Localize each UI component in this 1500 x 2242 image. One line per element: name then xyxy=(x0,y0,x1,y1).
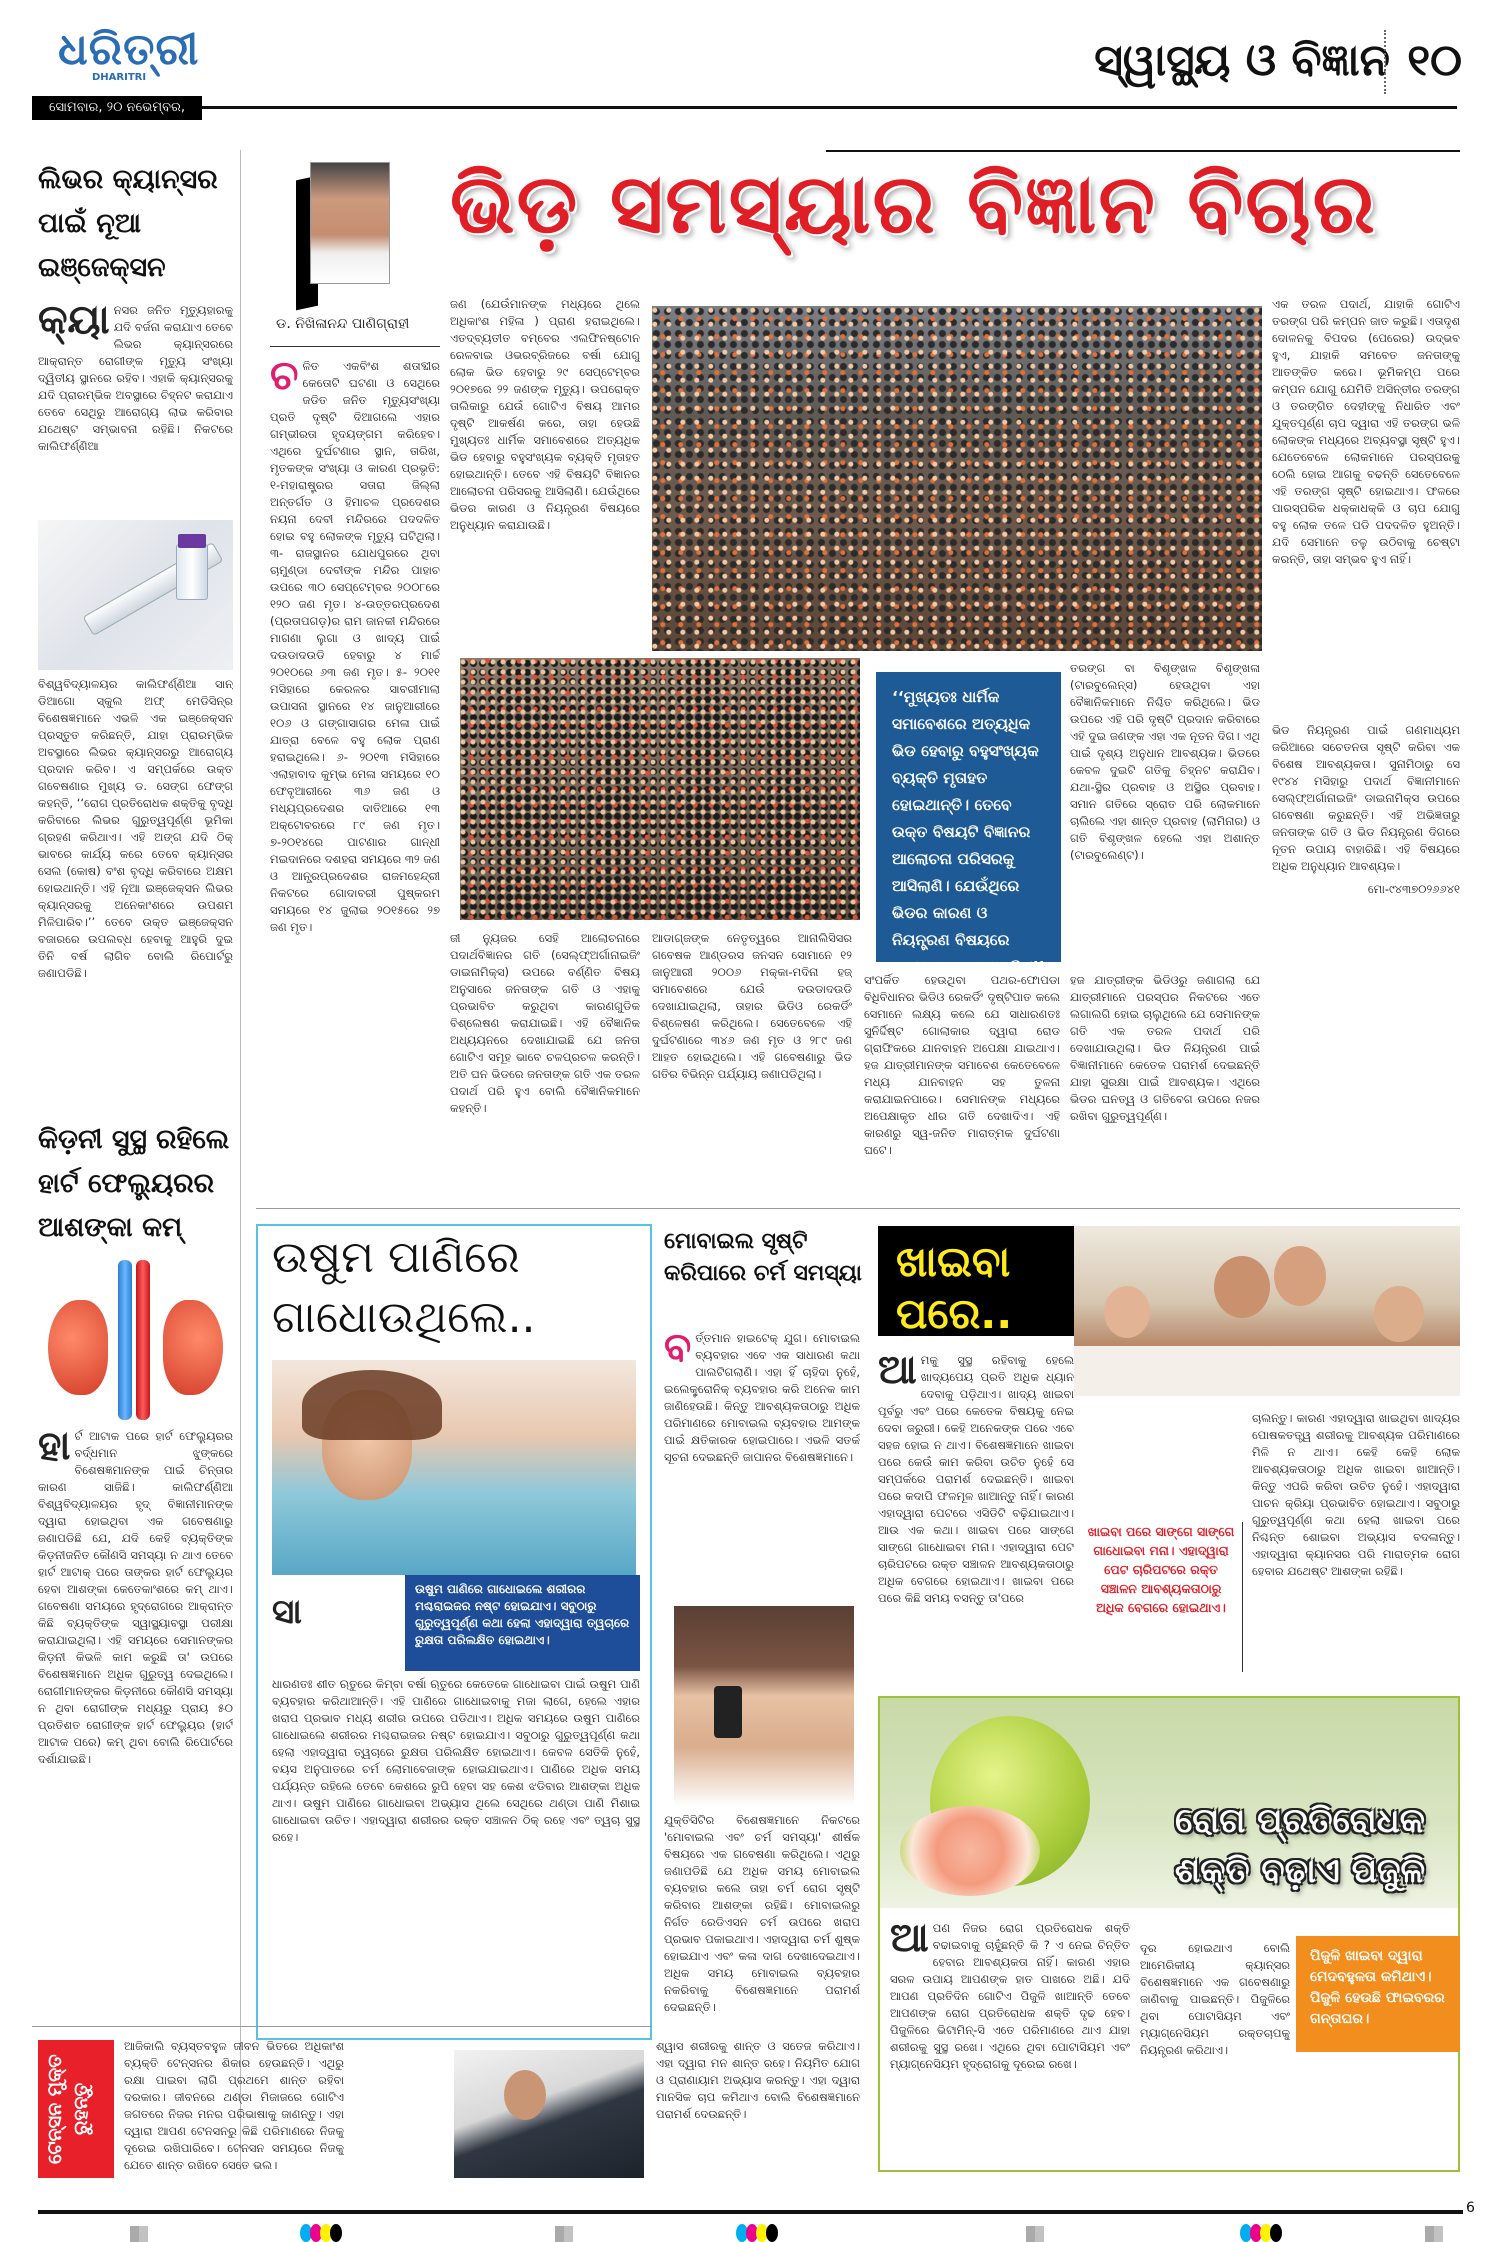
after-meal-dropcap: ଆ xyxy=(878,1352,917,1393)
author-byline: ଡ. ନିଖିଳାନନ୍ଦ ପାଣିଗ୍ରାହୀ xyxy=(276,316,410,332)
boy-figure xyxy=(1374,1286,1424,1342)
guava-text: ପଣ ନିଜର ରୋଗ ପ୍ରତିରୋଧକ ଶକ୍ତି ବଢାଇବାକୁ ଚାହୁଁଛନ୍ତି କି ? ଏ ନେଇ ଚିନ୍ତିତ ହେବାର ଆବଶ୍ୟକତା ନାହିଁ। କାରଣ ଏହାର ସରଳ ଉପାୟ ଆପଣଙ୍କ ହାତ ପାଖରେ ଅଛି। ଯଦି ଆପଣ ପ୍ରତିଦିନ ଗୋଟିଏ ପିଜୁଳି ଖାଆନ୍ତି ତେବେ ଆପଣଙ୍କ ରୋଗ ପ୍ରତିରୋଧକ ଶକ୍ତି ଦୃଢ ହେବ। ପିଜୁଳିରେ ଭିଟାମିନ୍-ସି ଏତେ ପରିମାଣରେ ଥାଏ ଯାହା ଶରୀରକୁ ସୁସ୍ଥ ରଖେ। ଏଥିରେ ଥିବା ପୋଟାସିୟମ ଏବଂ ମ୍ୟାଗ୍ନେସିୟମ ହୃଦ୍‌ରୋଗକୁ ଦୂରେଇ ରଖେ। xyxy=(890,1921,1130,2071)
tension-body-2: ଶ୍ୱାସ ଶରୀରକୁ ଶାନ୍ତ ଓ ସତେଜ କରିଥାଏ। ଏହା ଦ୍ୱାରା ମନ ଶାନ୍ତ ରହେ। ନିୟମିତ ଯୋଗ ଓ ପ୍ରାଣାୟାମ ଅଭ୍ୟାସ କରନ୍ତୁ। ଏହା ଦ୍ୱାରା ମାନସିକ ଚାପ କମିଥାଏ ବୋଲି ବିଶେଷଜ୍ଞମାନେ ପରାମର୍ଶ ଦେଉଛନ୍ତି। xyxy=(656,2039,860,2121)
logo-text: ଧରିତ୍ରୀ xyxy=(58,24,200,75)
lead-col-5: ଜୀ ନ୍ୟୁଜର ସେହି ଆଲୋଚନାରେ ପଦାର୍ଥବିଜ୍ଞାନର ଗତି (ସେଲ୍ଫ୍‌ଅର୍ଗାନାଇଜିଂ ଡାଇନାମିକ୍ସ) ଉପରେ ବର୍ଣ୍ଣିତ ବିଷୟ ଅନୁସାରେ ଜନତାଙ୍କ ଗତି ଓ ଏହାକୁ ପ୍ରଭାବିତ କରୁଥିବା କାରଣଗୁଡିକ ବିଶ୍ଲେଷଣ କରାଯାଇଛି। ଏହି ବୈଜ୍ଞାନିକ ଅଧ୍ୟୟନରେ ଦେଖାଯାଇଛି ଯେ ଜନତା ଗୋଟିଏ ସମୂହ ଭାବେ ଚଳପ୍ରଚଳ କରନ୍ତି। ଅତି ଘନ ଭିଡରେ ଜନତାଙ୍କ ଗତି ଏକ ତରଳ ପଦାର୍ଥ ପରି ହୁଏ ବୋଲି ବୈଜ୍ଞାନିକମାନେ କହନ୍ତି। xyxy=(450,931,640,1115)
man-head xyxy=(504,2070,546,2120)
lead-col-4: ତରଙ୍ଗ ବା ବିଶୃଙ୍ଖଳ ବିଶୃଙ୍ଖଳା (ଟାରବୁଲେନ୍ସ) ହେଉଥିବା ଏହା ବୈଜ୍ଞାନିକମାନେ ନିଶ୍ଚିତ କରିଥିଲେ। ଭିଡ ଉପରେ ଏହି ପରି ଦୃଷ୍ଟି ପ୍ରଦାନ କରିବାରେ ଏହି ଦୁଇ ଜଣଙ୍କ ଏହା ଏକ ନୂତନ ଦିଗ। ଏଥି ପାଇଁ ଦୃଶ୍ୟ ଅନୁଧାନ ଆବଶ୍ୟକ। ଭିଡରେ କେବଳ ଦୁଇଟି ଗତିକୁ ଚିହ୍ନଟ କରାଯିବ। ଯଥା-ସ୍ଥିର ପ୍ରବାହ ଓ ଅସ୍ଥିର ପ୍ରବାହ। ସମାନ ଗତିରେ ସ୍ରୋତ ପରି ଲୋକମାନେ ଚାଲିଲେ ଏହା ଶାନ୍ତ ପ୍ରବାହ (ଲାମିନାର) ଓ ଗତି ବିଶୃଙ୍ଖଳ ହେଲେ ଏହା ଅଶାନ୍ତ (ଟାରବୁଲେଣ୍ଟ)। xyxy=(1070,661,1260,862)
kidney-headline: କିଡ଼ନୀ ସୁସ୍ଥ ରହିଲେ ହାର୍ଟ ଫେଲ୍ୟୁରର ଆଶଙ୍କା କମ୍ xyxy=(38,1124,230,1243)
stampede-photo xyxy=(460,658,860,920)
vial-icon xyxy=(176,544,208,600)
guava-title-line1: ରୋଗ ପ୍ରତିରୋଧକ xyxy=(1175,1801,1425,1841)
child-figure xyxy=(1104,1286,1150,1338)
hot-water-title xyxy=(272,1228,642,1348)
guava-photo xyxy=(890,1706,1140,1906)
registration-mark-gray xyxy=(1026,2226,1044,2242)
injection-photo xyxy=(38,520,233,670)
family-meal-photo xyxy=(1074,1226,1460,1396)
lead-col-9 xyxy=(1272,722,1460,1202)
lead-col-1 xyxy=(270,358,440,1198)
lead-bottom-rule xyxy=(256,1208,1460,1209)
mobile-skin-body-2: ଯୁକ୍ତିସିଟିର ବିଶେଷଜ୍ଞମାନେ ନିକଟରେ 'ମୋବାଇଲ ଏବଂ ଚର୍ମ ସମସ୍ୟା' ଶୀର୍ଷକ ବିଷୟରେ ଏକ ଗବେଷଣା କରିଥିଲେ। ଏଥିରୁ ଜଣାପଡିଛି ଯେ ଅଧିକ ସମୟ ମୋବାଇଲ ବ୍ୟବହାର କଲେ ତାହା ଚର୍ମ ରୋଗ ସୃଷ୍ଟି କରିବାର ଆଶଙ୍କା ରହିଛି। ମୋବାଇଲରୁ ନିର୍ଗତ ରେଡିଏସନ ଚର୍ମ ଉପରେ ଖରାପ ପ୍ରଭାବ ପକାଇଥାଏ। ଏହାଦ୍ୱାରା ଚର୍ମ ଶୁଷ୍କ ହୋଇଯାଏ ଏବଂ କଳା ଦାଗ ଦେଖାଦେଇଥାଏ। ଅଧିକ ସମୟ ମୋବାଇଲ ବ୍ୟବହାର ନକରିବାକୁ ବିଶେଷଜ୍ଞମାନେ ପରାମର୍ଶ ଦେଇଛନ୍ତି। xyxy=(664,1813,860,2014)
right-kidney-icon xyxy=(163,1300,223,1395)
guava-body-2: ଦୂର ହୋଇଥାଏ ବୋଲି ଆମେରିକୀୟ କ୍ୟାନ୍ସର ବିଶେଷଜ୍ଞମାନେ ଏକ ଗବେଷଣାରୁ ଜାଣିବାକୁ ପାଇଛନ୍ତି। ପିଜୁଳିରେ ଥିବା ପୋଟାସିୟମ ଏବଂ ମ୍ୟାଗ୍ନେସିୟମ ରକ୍ତଚାପକୁ ନିୟନ୍ତ୍ରଣ କରିଥାଏ। xyxy=(1140,1941,1290,2057)
kidney-illustration xyxy=(38,1260,233,1420)
registration-mark-cmyk xyxy=(300,2224,340,2242)
guava-half-icon xyxy=(900,1806,1040,1896)
lead-col-9-text: ଭିଡ ନିୟନ୍ତ୍ରଣ ପାଇଁ ଗଣମାଧ୍ୟମ ଜରିଆରେ ସଚେତନତା ସୃଷ୍ଟି କରିବା ଏକ ବିଶେଷ ଆବଶ୍ୟକତା। ସୁନାମିଠାରୁ ସେ ୧୯୪୪ ମସିହାରୁ ପଦାର୍ଥ ବିଜ୍ଞାନୀମାନେ ସେଲ୍ଫ୍‌ଅର୍ଗାନାଇଜିଂ ଡାଇନାମିକ୍ସ ଉପରେ ଗବେଷଣା କରୁଛନ୍ତି। ଏହି ଅଭିଜ୍ଞତାରୁ ଜନତାଙ୍କ ଗତି ଓ ଭିଡ ନିୟନ୍ତ୍ରଣ ଦିଗରେ ନୂତନ ଉପାୟ ବାହାରିଛି। ଏହି ବିଷୟରେ ଅଧିକ ଅନୁଧ୍ୟାନ ଆବଶ୍ୟକ। xyxy=(1272,723,1460,873)
tension-tag: ଟେନ୍‌ସନ ମୁକ୍ତ ରୁହନ୍ତୁ xyxy=(38,2040,114,2178)
kidney-text: ର୍ଟ ଆଟାକ ପରେ ହାର୍ଟ ଫେଲ୍ୟୁରର ବର୍ଦ୍ଧମାନ ଝୁଙ୍କରେ ବିଶେଷଜ୍ଞମାନଙ୍କ ପାଇଁ ଚିନ୍ତାର କାରଣ ସାଜିଛି। କାଲିଫର୍ଣ୍ଣିଆ ବିଶ୍ୱବିଦ୍ୟାଳୟର ହୃଦ୍ ବିଜ୍ଞାନୀମାନଙ୍କ ଦ୍ୱାରା ହୋଇଥିବା ଏକ ଗବେଷଣାରୁ ଜଣାପଡିଛି ଯେ, ଯଦି କେହି ବ୍ୟକ୍ତିଙ୍କ କିଡ଼ନୀଜନିତ କୌଣସି ସମସ୍ୟା ନ ଥାଏ ତେବେ ହାର୍ଟ ଆଟାକ୍ ପରେ ତାଙ୍କର ହାର୍ଟ ଫେଲ୍ୟୁର ହେବା ଆଶଙ୍କା କେତେକାଂଶରେ କମ୍ ଥାଏ। ଗବେଷଣା ସମୟରେ ହୃଦ୍ରୋଗରେ ଆକ୍ରାନ୍ତ କିଛି ବ୍ୟକ୍ତିଙ୍କ ସ୍ୱାସ୍ଥ୍ୟାବସ୍ଥା ପରୀକ୍ଷା କରାଯାଇଥିଲା। ଏହି ସମୟରେ ସେମାନଙ୍କର କିଡ଼ନୀ କିଭଳି କାମ କରୁଛି ତା' ଉପରେ ବିଶେଷଜ୍ଞମାନେ ଅଧିକ ଗୁରୁତ୍ୱ ଦେଇଥିଲେ। ରୋଗୀମାନଙ୍କର କିଡ଼ନୀରେ କୌଣସି ସମସ୍ୟା ନ ଥିବା ରୋଗୀଙ୍କ ମଧ୍ୟରୁ ପ୍ରାୟ ୫୦ ପ୍ରତିଶତ ରୋଗୀଙ୍କ ହାର୍ଟ ଫେଲ୍ୟୁର (ହାର୍ଟ ଆଟାକ ପରେ) କମ୍ ଥିବା ବୋଲି ରିପୋର୍ଟରେ ଦର୍ଶାଯାଇଛି। xyxy=(38,1429,233,1766)
vial-cap-icon xyxy=(178,534,206,548)
author-photo xyxy=(310,162,390,284)
after-meal-pull: ଖାଇବା ପରେ ସାଙ୍ଗେ ସାଙ୍ଗେ ଗାଧୋଇବା ମନା। ଏହାଦ୍ୱାରା ପେଟ ଚାରିପଟରେ ରକ୍ତ ସଞ୍ଚାଳନ ଆବଶ୍ୟକତାଠାରୁ ଅଧିକ ବେଗରେ ହୋଇଥାଏ। xyxy=(1087,1524,1235,1615)
after-meal-label: ଖାଇବା ପରେ.. xyxy=(878,1226,1074,1336)
lead-col-7: ସଂପର୍କିତ ହେଉଥିବା ପଥର-ଫୋପଡା ବିଧିବିଧାନର ଭିଡିଓ ରେକର୍ଡିଂ ଦୃଷ୍ଟିପାତ କଲେ ସେମାନେ ଲକ୍ଷ୍ୟ କଲେ ଯେ ସାଧାରଣତଃ ସୁନିର୍ଦ୍ଦିଷ୍ଟ ଗୋଲାକାର ଦ୍ୱାରା ରୋଡ ଗ୍ରାଫିକରେ ଯାନବାହନ ଅପେକ୍ଷା ଯାଇଥାଏ। ହଜ ଯାତ୍ରୀମାନଙ୍କ ସମାବେଶ କେତେବେଳେ ମଧ୍ୟ ଯାନବାହନ ସହ ତୁଳନା କରାଯାଇନପାରେ। ସେମାନଙ୍କ ମଧ୍ୟରେ ଅପେକ୍ଷାକୃତ ଧୀର ଗତି ଦେଖାଦିଏ। ଏହି କାରଣରୁ ସ୍ୱ-ଜନିତ ମାରାତ୍ମକ ଦୁର୍ଘଟଣା ଘଟେ। xyxy=(864,973,1060,1157)
artery-icon xyxy=(136,1260,150,1420)
registration-mark-gray xyxy=(555,2226,573,2242)
tension-body: ଆଜିକାଲି ବ୍ୟସ୍ତବହୁଳ ଜୀବନ ଭିତରେ ଅଧିକାଂଶ ବ୍ୟକ୍ତି ଟେନ୍‌ସନର ଶିକାର ହେଉଛନ୍ତି। ଏଥିରୁ ରକ୍ଷା ପାଇବା ଲାଗି ପ୍ରଥମେ ଶାନ୍ତ ରହିବା ଦରକାର। ଜୀବନରେ ଥଣ୍ଡା ମିଜାଜରେ ଗୋଟିଏ ଜଗତରେ ନିଜର ମନର ପରିଭାଷାକୁ ଜାଣନ୍ତୁ। ଏହା ଦ୍ୱାରା ଆପଣ ଟେନସନରୁ କିଛି ପରିମାଣରେ ନିଜକୁ ଦୂରେଇ ରଖିପାରିବେ। ଟେନସନ ସମୟରେ ନିଜକୁ ଯେତେ ଶାନ୍ତ ରଖିବେ ସେତେ ଭଲ। xyxy=(124,2039,344,2172)
kidney-body xyxy=(38,1428,233,2018)
lead-col-1-text: ଳିତ ଏକବିଂଶ ଶତାବ୍ଦୀର କେତୋଟି ଘଟଣା ଓ ସେଥିରେ ଜଡିତ ଜନିତ ମୃତ୍ୟୁସଂଖ୍ୟା ପ୍ରତି ଦୃଷ୍ଟି ଦିଆଗଲେ ଏହାର ଗମ୍ଭୀରତା ହୃଦୟଙ୍ଗମ କରିହେବ। ଏଥିରେ ଦୁର୍ଘଟଣାର ସ୍ଥାନ, ତାରିଖ, ମୃତକଙ୍କ ସଂଖ୍ୟା ଓ କାରଣ ପ୍ରଭୃତି: ୧-ମହାରାଷ୍ଟ୍ରର ସତାରା ଜିଲ୍ଲା ଅନ୍ତର୍ଗତ ଓ ହିମାଚଳ ପ୍ରଦେଶର ନୟନା ଦେବୀ ମନ୍ଦିରରେ ପଦଦଳିତ ହୋଇ ବହୁ ଲୋକଙ୍କ ମୃତ୍ୟୁ ଘଟିଥିଲା। ୩- ରାଜସ୍ଥାନର ଯୋଧପୁରରେ ଥିବା ଚାମୁଣ୍ଡା ଦେବୀଙ୍କ ମନ୍ଦିର ପାହାଚ ଉପରେ ୩୦ ସେପ୍ଟେମ୍ବର ୨୦୦୮ରେ ୧୨୦ ଜଣ ମୃତ। ୪-ଉତ୍ତରପ୍ରଦେଶ (ପ୍ରତାପଗଡ଼)ର ରାମ ଜାନକୀ ମନ୍ଦିରରେ ମାଗଣା ଲୁଗା ଓ ଖାଦ୍ୟ ପାଇଁ ଦଉଡାଦଉଡି ହେବାରୁ ୪ ମାର୍ଚ୍ଚ ୨୦୧୦ରେ ୬୩ ଜଣ ମୃତ। ୫- ୨୦୧୧ ମସିହାରେ କେରଳର ସାବରୀମାଲା ଉପାସନା ସ୍ଥାନରେ ୧୪ ଜାନୁଆରୀରେ ୧୦୬ ଓ ଗଙ୍ଗାସାଗର ମେଳା ପାଇଁ ଯାତ୍ରା ବେଳେ ବହୁ ଲୋକ ପ୍ରାଣ ହରାଇଥିଲେ। ୬- ୨୦୧୩ ମସିହାରେ ଏଲାହାବାଦ କୁମ୍ଭ ମେଳା ସମୟରେ ୧୦ ଫେବୃଆରୀରେ ୩୬ ଜଣ ଓ ମଧ୍ୟପ୍ରଦେଶର ଦାତିଆରେ ୧୩ ଅକ୍ଟୋବରରେ ୮୯ ଜଣ ମୃତ। ୭-୨୦୧୪ରେ ପାଟଣାର ଗାନ୍ଧୀ ମଇଦାନରେ ଦଶହରା ସମୟରେ ୩୨ ଜଣ ଓ ଆନ୍ଧ୍ରପ୍ରଦେଶର ରାଜମହେନ୍ଦ୍ରୀ ନିକଟରେ ଗୋଦାବରୀ ପୁଷ୍କରମ ସମୟରେ ୧୪ ଜୁଲାଇ ୨୦୧୫ରେ ୨୭ ଜଣ ମୃତ। xyxy=(270,359,440,934)
lead-headline: ଭିଡ଼ ସମସ୍ୟାର ବିଜ୍ଞାନ ବିଚାର xyxy=(450,157,1377,252)
hot-water-caption: ଉଷୁମ ପାଣିରେ ଗାଧୋଇଲେ ଶରୀରର ମଶ୍ଚରାଇଜର ନଷ୍ଟ ହୋଇଯାଏ। ସବୁଠାରୁ ଗୁରୁତ୍ୱପୂର୍ଣ୍ଣ କଥା ହେଲା ଏହାଦ୍ୱାରା ତ୍ୱଚାରେ ରୁକ୍ଷତା ପରିଲକ୍ଷିତ ହୋଇଥାଏ। xyxy=(405,1575,640,1671)
mobile-skin-body xyxy=(664,1330,860,1600)
father-figure xyxy=(1214,1256,1270,1318)
lead-col-6: ଆଡାଗ୍‌ଜଙ୍କ ନେତୃତ୍ୱରେ ଆନାଲିସିସର ଗବେଷକ ଆଣ୍ଡରସ ଜନସନ ସୋମାନେ ୧୨ ଜାନୁଆରୀ ୨୦୦୬ ମକ୍କା-ମଦିନା ହଜ୍ ସମାବେଶରେ ଯେଉଁ ଦଉଡାଦଉଡି ଦେଖାଯାଇଥିଲା, ତାହାର ଭିଡିଓ ରେକର୍ଡିଂ ବିଶ୍ଳେଷଣ କରିଥିଲେ। ସେତେବେଳେ ଏହି ଦୁର୍ଘଟଣାରେ ୩୪୬ ଜଣ ମୃତ ଓ ୨୮୯ ଜଣ ଆହତ ହୋଇଥିଲେ। ଏହି ଗବେଷଣାରୁ ଭିଡ ଗତିର ବିଭିନ୍ନ ପର୍ଯ୍ୟାୟ ଜଣାପଡିଥିଲା। xyxy=(652,931,852,1081)
masthead-rule xyxy=(32,106,1457,109)
liver-body-continued: ବିଶ୍ୱବିଦ୍ୟାଳୟର କାଲିଫର୍ଣ୍ଣିଆ ସାନ୍ ଡିଆଗୋ ସ୍କୁଲ ଅଫ୍ ମେଡିସିନ୍ର ବିଶେଷଜ୍ଞମାନେ ଏଭଳି ଏକ ଇଞ୍ଜେକ୍ସନ ପ୍ରସ୍ତୁତ କରିଛନ୍ତି, ଯାହା ପ୍ରାରମ୍ଭିକ ଅବସ୍ଥାରେ ଲିଭର କ୍ୟାନ୍ସରରୁ ଆରୋଗ୍ୟ ପ୍ରଦାନ କରିବ। ଏ ସମ୍ପର୍କରେ ଉକ୍ତ ଗବେଷଣାର ମୁଖ୍ୟ ଡ. ସେଙ୍ଗ ଫେଙ୍ଗ କହନ୍ତି, ‘‘ରୋଗ ପ୍ରତିରୋଧକ ଶକ୍ତିକୁ ବୃଦ୍ଧି କରିବାରେ ଲିଭର ଗୁରୁତ୍ୱପୂର୍ଣ୍ଣ ଭୂମିକା ଗ୍ରହଣ କରିଥାଏ। ଏହି ଅଙ୍ଗ ଯଦି ଠିକ୍ ଭାବରେ କାର୍ଯ୍ୟ କରେ ତେବେ କ୍ୟାନ୍ସର ସେଲ (କୋଷ) ବଂଶ ବୃଦ୍ଧି କରିବାରେ ଅକ୍ଷମ ହୋଇଥାନ୍ତି। ଏହି ନୂଆ ଇଞ୍ଜେକ୍ସନ ଲିଭର କ୍ୟାନ୍ସରକୁ ଅନେକାଂଶରେ ଉପଶମ ମିଳିପାରିବ।’’ ତେବେ ଉକ୍ତ ଇଞ୍ଜେକ୍ସନ ବଜାରରେ ଉପଲବ୍ଧ ହେବାକୁ ଆହୁରି ଦୁଇ ତିନି ବର୍ଷ ଲାଗିବ ବୋଲି ରିପୋର୍ଟରୁ ଜଣାପଡିଛି। xyxy=(38,677,233,980)
liver-dropcap: କ୍ୟା xyxy=(38,302,110,343)
pull-quote: ‘‘ମୁଖ୍ୟତଃ ଧାର୍ମିକ ସମାବେଶରେ ଅତ୍ୟଧିକ ଭିଡ ହେବାରୁ ବହୁସଂଖ୍ୟକ ବ୍ୟକ୍ତି ମୃତାହତ ହୋଇଥାନ୍ତି। ତେବେ ଉକ୍ତ ବିଷୟଟି ବିଜ୍ଞାନର ଆଲୋଚନା ପରିସରକୁ ଆସିଲାଣି। ଯେଉଁଥିରେ ଭିଡର କାରଣ ଓ ନିୟନ୍ତ୍ରଣ ବିଷୟରେ ଅନୁଧ୍ୟାନ କରାଯାଇଛି ।’’ xyxy=(876,672,1061,962)
dharitri-logo xyxy=(58,22,208,100)
guava-body xyxy=(890,1920,1130,2165)
lead-dropcap: ଚ xyxy=(270,358,299,399)
mother-figure xyxy=(1274,1246,1326,1306)
author-phone: ମୋ-୯୪୩୭୦୨୬୬୪୧ xyxy=(1367,882,1460,896)
bath-woman-photo xyxy=(272,1360,636,1575)
after-meal-body-2: ଚାଲନ୍ତୁ। କାରଣ ଏହାଦ୍ୱାରା ଖାଇଥିବା ଖାଦ୍ୟର ପୋଷକତତ୍ତ୍ୱ ଶରୀରକୁ ଆବଶ୍ୟକ ପରିମାଣରେ ମିଳି ନ ଥାଏ। କେହି କେହି ଲୋକ ଆବଶ୍ୟକତାଠାରୁ ଅଧିକ ଖାଇବା ଖାଆନ୍ତି। କିନ୍ତୁ ଏପରି କରିବା ଉଚିତ ନୁହେଁ। ଏହାଦ୍ୱାରା ପାଚନ କ୍ରିୟା ପ୍ରଭାବିତ ହୋଇଥାଏ। ସବୁଠାରୁ ଗୁରୁତ୍ୱପୂର୍ଣ୍ଣ କଥା ହେଲା ଖାଇବା ପରେ ନିଶ୍ଚନ୍ତ ଶୋଇବା ଅଭ୍ୟାସ ବଦଳାନ୍ତୁ। ଏହାଦ୍ୱାରା କ୍ୟାନସର ପରି ମାରାତ୍ମକ ରୋଗ ହେବାର ଯଥେଷ୍ଟ ଆଶଙ୍କା ରହିଛି। xyxy=(1252,1411,1460,1578)
lead-col-8: ହଜ ଯାତ୍ରୀଙ୍କ ଭିଡିଓରୁ ଜଣାଗଲା ଯେ ଯାତ୍ରୀମାନେ ପରସ୍ପର ନିକଟରେ ଏତେ ଲଗାଲଗି ହୋଇ ଚାଲୁଥିଲେ ଯେ ସେମାନଙ୍କ ଗତି ଏକ ତରଳ ପଦାର୍ଥ ପରି ଦେଖାଯାଉଥିଲା। ଭିଡ ନିୟନ୍ତ୍ରଣ ପାଇଁ ବିଜ୍ଞାନୀମାନେ କେତେକ ପରାମର୍ଶ ଦେଇଛନ୍ତି ଯାହା ସୁରକ୍ଷା ପାଇଁ ଆବଶ୍ୟକ। ଏଥିରେ ଭିଡର ଘନତ୍ୱ ଓ ଗତିବେଗ ଉପରେ ନଜର ରଖିବା ଗୁରୁତ୍ୱପୂର୍ଣ୍ଣ। xyxy=(1070,973,1260,1123)
page-number: ୧୦ xyxy=(1407,35,1462,86)
hot-water-body: ଧାରଣତଃ ଶୀତ ଋତୁରେ କିମ୍ବା ବର୍ଷା ଋତୁରେ କେତେକେ ଗାଧୋଇବା ପାଇଁ ଉଷୁମ ପାଣି ବ୍ୟବହାର କରିଥାଆନ୍ତି। ଏହି ପାଣିରେ ଗାଧୋଇବାକୁ ମଜା ଲାଗେ, ହେଲେ ଏହାର ଖରାପ ପ୍ରଭାବ ମଧ୍ୟ ଶରୀର ଉପରେ ପଡିଥାଏ। ଅଧିକ ସମୟରେ ଉଷୁମ ପାଣିରେ ଗାଧୋଇଲେ ଶରୀରର ମଶ୍ଚରାଇଜର ନଷ୍ଟ ହୋଇଯାଏ। ସବୁଠାରୁ ଗୁରୁତ୍ୱପୂର୍ଣ୍ଣ କଥା ହେଲା ଏହାଦ୍ୱାରା ତ୍ୱଚାରେ ରୁକ୍ଷତା ପରିଲକ୍ଷିତ ହୋଇଥାଏ। କେବଳ ସେତିକି ନୁହେଁ, ବୟସ ଅନୁପାତରେ ଚର୍ମ ଲୋମାବେଜାଙ୍କ ହୋଇଯାଇଥାଏ। ପାଣିରେ ଅଧିକ ସମୟ ପର୍ଯ୍ୟନ୍ତ ରହିଲେ ତେବେ କେଶରେ ରୁପି ହେବା ସହ କେଶ ଝଡିବାର ଆଶଙ୍କା ଅଧିକ ଥାଏ। ଉଷୁମ ପାଣିରେ ଗାଧୋଇବା ଅଭ୍ୟାସ ଥିଲେ ସେଥିରେ ଥଣ୍ଡା ପାଣି ମିଶାଇ ଗାଧୋଇବା ଉଚିତ। ଏହାଦ୍ୱାରା ଶରୀରର ରକ୍ତ ସଞ୍ଚାଳନ ଠିକ୍ ରହେ ଏବଂ ତ୍ୱଚା ସୁସ୍ଥ ରହେ। xyxy=(272,1677,640,1844)
after-meal-text: ମକୁ ସୁସ୍ଥ ରହିବାକୁ ହେଲେ ଖାଦ୍ୟପେୟ ପ୍ରତି ଅଧିକ ଧ୍ୟାନ ଦେବାକୁ ପଡ଼ିଥାଏ। ଖାଦ୍ୟ ଖାଇବା ପୂର୍ବରୁ ଏବଂ ପରେ କେତେକ ବିଷୟକୁ ନେଇ ଦେବା ଜରୁରୀ। କେହି ଅନେକଙ୍କ ପରେ ଏବେ ସହଜ ହୋଇ ନ ଥାଏ। ବିଶେଷଜ୍ଞମାନେ ଖାଇବା ପରେ କେଉଁ କାମ କରିବା ଉଚିତ ନୁହେଁ ସେ ସମ୍ପର୍କରେ ପରାମର୍ଶ ଦେଇଛନ୍ତି। ଖାଇବା ପରେ କଦାପି ଫଳମୂଳ ଖାଆନ୍ତୁ ନାହିଁ। କାରଣ ଏହାଦ୍ୱାରା ପେଟରେ ଏସିଡିଟି ବଢ଼ିଯାଇଥାଏ। ଆଉ ଏକ କଥା। ଖାଇବା ପରେ ସାଙ୍ଗେ ସାଙ୍ଗେ ଗାଧୋଇବା ମନା। ଏହାଦ୍ୱାରା ପେଟ ଚାରିପଟରେ ରକ୍ତ ସଞ୍ଚାଳନ ଆବଶ୍ୟକତାଠାରୁ ଅଧିକ ବେଗରେ ହୋଇଥାଏ। ଖାଇବା ପରେ ପରେ କିଛି ସମୟ ବସନ୍ତୁ ତା'ପରେ xyxy=(878,1353,1074,1605)
footer-rule xyxy=(38,2210,1463,2214)
hot-water-dropcap: ସା xyxy=(272,1594,302,1632)
registration-mark-gray xyxy=(130,2226,148,2242)
folio: 6 xyxy=(1466,2200,1475,2216)
mobile-skin-text: ର୍ତ୍ତମାନ ହାଇଟେକ୍ ଯୁଗ। ମୋବାଇଲ ବ୍ୟବହାର ଏବେ ଏକ ସାଧାରଣ କଥା ପାଲଟିଗଲାଣି। ଏହା ହିଁ ଚାହିଦା ନୁହେଁ, ଇଲେକ୍ଟ୍ରୋନିକ୍ ବ୍ୟବହାର କରି ଅନେକ କାମ ଜାଣିହେଉଛି। କିନ୍ତୁ ଆବଶ୍ୟକତାଠାରୁ ଅଧିକ ପରିମାଣରେ ମୋବାଇଲ ବ୍ୟବହାର ଆମଙ୍କ ପାଇଁ କ୍ଷତିକାରକ ହୋଇପାରେ। ଏଭଳି ସତର୍କ ସୂଚନା ଦେଇଛନ୍ତି ଜାପାନର ବିଶେଷଜ୍ଞମାନେ। xyxy=(664,1331,860,1464)
hot-water-title-line1: ଉଷୁମ ପାଣିରେ xyxy=(272,1232,520,1283)
liver-headline: ଲିଭର କ୍ୟାନ୍ସର ପାଇଁ ନୂଆ ଇଞ୍ଜେକ୍ସନ xyxy=(38,164,218,283)
lead-col-3: ଏକ ତରଳ ପଦାର୍ଥ, ଯାହାକି ଗୋଟିଏ ତରଙ୍ଗ ପରି କମ୍ପନ ଜାତ କରୁଛି। ଏତାଦୃଶ ଦୋଳନକୁ ବିପଦର (ପେରେର) ଉଦ୍ଭବ ହୁଏ, ଯାହାକି ସମବେତ ଜନତାଙ୍କୁ ଆତଙ୍କିତ କରେ। ଭୂମିକମ୍ପ ପରେ କମ୍ପନ ଯୋଗୁ ଯେମିତି ଅସିନ୍ତୀର ତରଙ୍ଗ ଓ ତରଙ୍ଗିତ ଦେହୀଙ୍କୁ ନିଧାରିତ ଏବଂ ଯୁକ୍ତପୂର୍ଣ୍ଣ ଚାପ ଦ୍ୱାରା ଏହି ତରଙ୍ଗ ଭଳି ଲୋକଙ୍କ ମଧ୍ୟରେ ଅବ୍ୟବସ୍ଥା ସୃଷ୍ଟି ହୁଏ। ଯେତେବେଳେ ଲୋକମାନେ ପରସ୍ପରକୁ ଠେଲି ହୋଇ ଆଗକୁ ବଢନ୍ତି ସେତେବେଳେ ଏହି ତରଙ୍ଗ ସୃଷ୍ଟି ହୋଇଥାଏ। ଫଳରେ ପାରସ୍ପରିକ ଧକ୍କାଧକ୍କି ଓ ଚାପ ଯୋଗୁ ବହୁ ଲୋକ ତଳେ ପଡି ପଦଦଳିତ ହୁଅନ୍ତି। ଯଦି ସେମାନେ ତଳୁ ଉଠିବାକୁ ଚେଷ୍ଟା କରନ୍ତି, ତାହା ସମ୍ଭବ ହୁଏ ନାହିଁ। xyxy=(1272,297,1460,566)
pull-divider xyxy=(1242,1522,1243,1672)
registration-mark-cmyk xyxy=(1240,2224,1280,2242)
byline-rule xyxy=(270,346,440,347)
lead-col-2: ଜଣ (ଯେଉଁମାନଙ୍କ ମଧ୍ୟରେ ଥିଲେ ଅଧିକାଂଶ ମହିଳା ) ପ୍ରାଣ ହରାଇଥିଲେ। ଏତଦ୍‌ବ୍ୟତୀତ ବମ୍ବେର ଏଲଫିନଷ୍ଟୋନ ରେଳବାଇ ଓଭରବ୍ରିଜରେ ବର୍ଷା ଯୋଗୁ ଲୋକ ଭିଡ ହେବାରୁ ୨୯ ସେପ୍ଟେମ୍ବର ୨୦୧୭ରେ ୨୨ ଜଣଙ୍କ ମୃତ୍ୟୁ। ଉପରୋକ୍ତ ତାଲିକାରୁ ଯେଉଁ ଗୋଟିଏ ବିଷୟ ଆମର ଦୃଷ୍ଟି ଆକର୍ଷଣ କରେ, ତାହା ହେଉଛି ମୁଖ୍ୟତଃ ଧାର୍ମିକ ସମାବେଶରେ ଅତ୍ୟଧିକ ଭିଡ ହେବାରୁ ବହୁସଂଖ୍ୟକ ବ୍ୟକ୍ତି ମୃତାହତ ହୋଇଥାନ୍ତି। ତେବେ ଏହି ବିଷୟଟି ବିଜ୍ଞାନର ଆଲୋଚନା ପରିସରକୁ ଆସିଲାଣି। ଯେଉଁଥିରେ ଭିଡର କାରଣ ଓ ନିୟନ୍ତ୍ରଣ ବିଷୟରେ ଅନୁଧ୍ୟାନ କରାଯାଉଛି। xyxy=(450,297,640,532)
relaxed-man-photo xyxy=(454,2050,644,2178)
guava-dropcap: ଆ xyxy=(890,1920,929,1961)
hot-water-title-line2: ଗାଧୋଉଥିଲେ.. xyxy=(272,1292,536,1343)
liver-text: ନସର ଜନିତ ମୃତ୍ୟୁହାରକୁ ଯଦି ବର୍ଜନା କରାଯାଏ ତେବେ ଲିଭର କ୍ୟାନ୍ସରରେ ଆକ୍ରାନ୍ତ ରୋଗୀଙ୍କ ମୃତ୍ୟୁ ସଂଖ୍ୟା ଦ୍ୱିତୀୟ ସ୍ଥାନରେ ରହିବ। ଏହାକି କ୍ୟାନ୍ସରକୁ ଯଦି ପ୍ରାରମ୍ଭିକ ଅବସ୍ଥାରେ ଚିହ୍ନଟ କରାଯାଏ ତେବେ ସେଥିରୁ ଆରୋଗ୍ୟ ଲାଭ କରିବାର ଯଥେଷ୍ଟ ସମ୍ଭାବନା ରହିଛି। ନିକଟରେ କାଲିଫର୍ଣ୍ଣିଆ xyxy=(38,303,233,453)
guava-title xyxy=(1150,1796,1450,1896)
liver-body xyxy=(38,302,233,512)
date-bar: ସୋମବାର, ୨୦ ନଭେମ୍ବର, ୨୦୧୭ xyxy=(32,96,202,120)
woman-hair xyxy=(302,1370,442,1440)
sidebar-divider xyxy=(240,150,241,2170)
kidney-dropcap: ହା xyxy=(38,1428,71,1469)
vein-icon xyxy=(118,1260,132,1420)
woman-phone-photo xyxy=(674,1606,854,1806)
logo-subtext: DHARITRI xyxy=(92,72,147,83)
title-divider xyxy=(1384,30,1386,94)
left-kidney-icon xyxy=(48,1300,108,1395)
mobile-skin-title: ମୋବାଇଲ ସୃଷ୍ଟି କରିପାରେ ଚର୍ମ ସମସ୍ୟା xyxy=(664,1229,862,1286)
section-title: ସ୍ୱାସ୍ଥ୍ୟ ଓ ବିଜ୍ଞାନ xyxy=(1094,35,1390,86)
tension-top-rule xyxy=(32,2026,652,2027)
temple-crowd-photo xyxy=(652,306,1262,651)
dining-table xyxy=(1074,1346,1460,1396)
phone-icon xyxy=(714,1686,742,1738)
guava-title-line2: ଶକ୍ତି ବଢ଼ାଏ ପିଜୁଳି xyxy=(1174,1851,1426,1891)
registration-mark-cmyk xyxy=(736,2224,776,2242)
mobile-dropcap: ବ xyxy=(664,1330,692,1371)
guava-callout: ପିଜୁଳି ଖାଇବା ଦ୍ୱାରା ମେଦବହୁଳତା କମିଥାଏ। ପିଜୁଳି ହେଉଛି ଫାଇବରର ଗନ୍ତାଘର। xyxy=(1296,1936,1460,2052)
registration-mark-gray xyxy=(1425,2226,1443,2242)
after-meal-body xyxy=(878,1352,1074,1682)
